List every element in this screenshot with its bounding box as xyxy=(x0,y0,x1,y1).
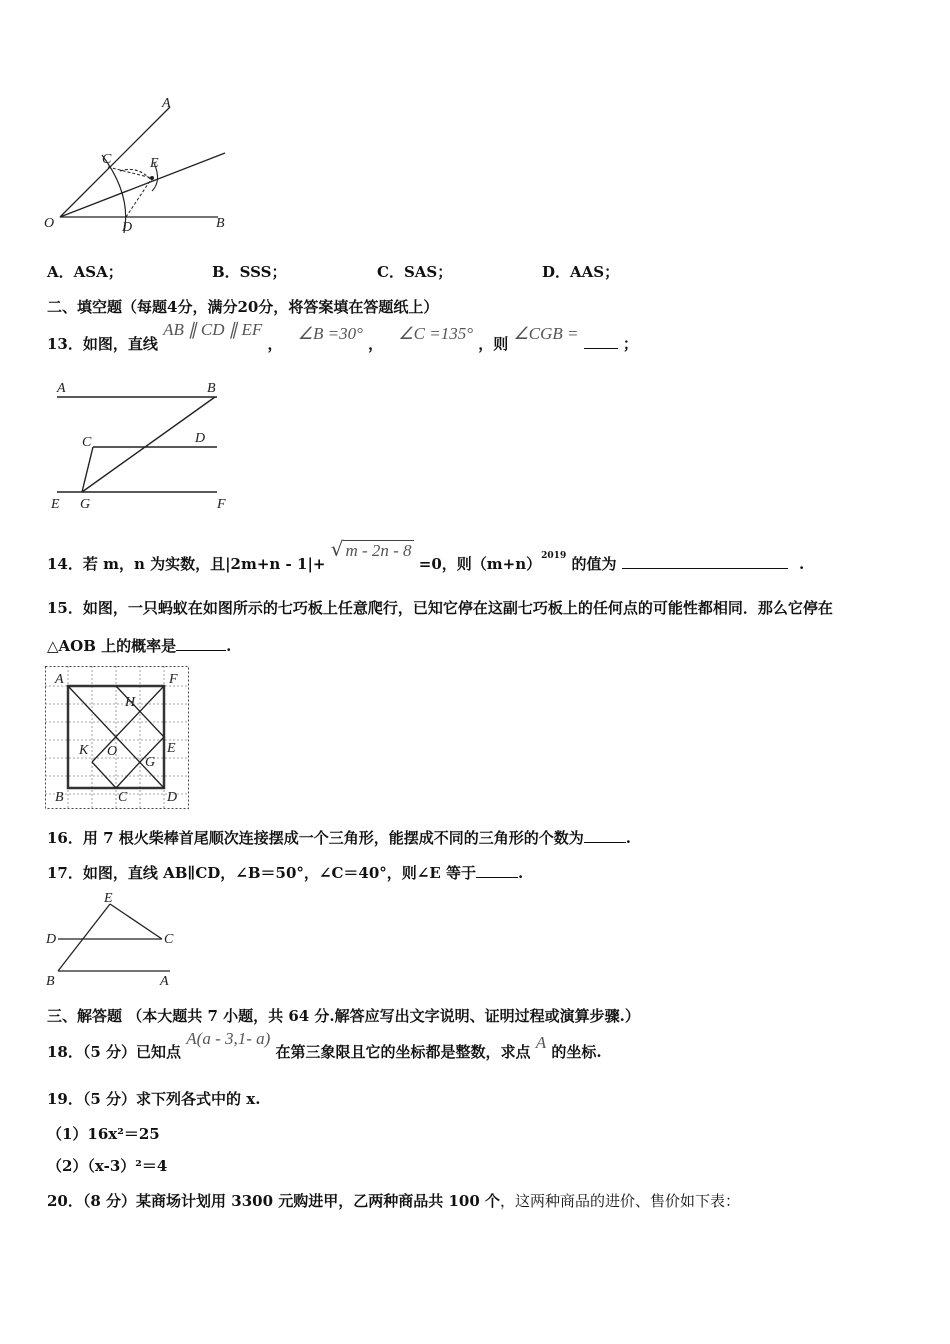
q13-prefix: 13．如图，直线 xyxy=(47,335,158,353)
q14-suffix: 的值为 xyxy=(571,555,617,573)
q13-angle-c: ∠C =135° xyxy=(398,324,473,343)
q14-end: . xyxy=(798,555,805,573)
label-F: F xyxy=(169,672,178,687)
label-G: G xyxy=(145,755,156,770)
q15-end: . xyxy=(226,637,232,655)
angle-construction-figure xyxy=(40,95,240,240)
option-b[interactable]: B．SSS； xyxy=(212,263,287,281)
q18-point-a: A xyxy=(535,1033,547,1052)
label-H: H xyxy=(125,695,136,710)
label-D: D xyxy=(122,220,133,235)
label-G: G xyxy=(80,497,91,512)
label-F: F xyxy=(217,497,226,512)
label-K: K xyxy=(79,743,89,758)
q18-point: A(a - 3,1- a) xyxy=(186,1029,271,1048)
q15-answer-blank[interactable] xyxy=(176,638,226,651)
label-A: A xyxy=(160,974,169,989)
q13-angle-b: ∠B =30° xyxy=(297,324,363,343)
q14-mid: =0，则（m+n） xyxy=(418,555,542,573)
q20-bold: 20．（8 分）某商场计划用 3300 元购进甲，乙两种商品共 100 个 xyxy=(47,1192,500,1210)
q18-mid: 在第三象限且它的坐标都是整数，求点 xyxy=(275,1043,531,1061)
ray-OE xyxy=(60,153,225,217)
label-A: A xyxy=(55,672,64,687)
q17-answer-blank[interactable] xyxy=(476,865,518,878)
q18-suffix: 的坐标. xyxy=(551,1043,602,1061)
option-d[interactable]: D．AAS； xyxy=(542,263,620,281)
label-O: O xyxy=(107,744,118,759)
option-a[interactable]: A．ASA； xyxy=(47,263,123,281)
label-E: E xyxy=(167,741,176,756)
segment-EC xyxy=(110,904,162,939)
question-14 xyxy=(47,537,805,573)
section-3-heading: 三、解答题 （本大题共 7 小题，共 64 分.解答应写出文字说明、证明过程或演算步骤.） xyxy=(47,1007,640,1025)
q13-end: ； xyxy=(622,335,638,353)
segment-BE xyxy=(58,904,110,971)
question-20 xyxy=(47,1190,740,1211)
section-2-heading: 二、填空题（每题4分，满分20分，将答案填在答题纸上） xyxy=(47,298,439,316)
q13-then: ，则 xyxy=(478,335,509,353)
segment-DE xyxy=(126,178,152,217)
q14-radicand: m - 2n - 8 xyxy=(345,541,412,560)
q13-parallel-lines: AB ∥ CD ∥ EF xyxy=(163,320,263,339)
label-E: E xyxy=(51,497,60,512)
segment-CE xyxy=(108,167,152,178)
question-15-line2 xyxy=(47,635,231,656)
q16-text: 16．用 7 根火柴棒首尾顺次连接摆成一个三角形，能摆成不同的三角形的个数为 xyxy=(47,829,584,847)
q17-end: . xyxy=(518,864,524,882)
label-C: C xyxy=(82,435,92,450)
parallel-lines-figure-17 xyxy=(44,890,184,990)
q14-prefix: 14．若 m，n 为实数，且|2m+n - 1|+ xyxy=(47,555,326,573)
q13-sep1: ， xyxy=(267,335,283,353)
label-C: C xyxy=(118,790,128,805)
label-B: B xyxy=(216,216,225,231)
q13-angle-cgb: ∠CGB = xyxy=(513,324,579,343)
q13-sep2: ， xyxy=(368,335,384,353)
question-16 xyxy=(47,827,631,848)
q14-exponent: 2019 xyxy=(541,551,567,561)
label-B: B xyxy=(55,790,64,805)
label-E: E xyxy=(104,891,113,906)
question-13 xyxy=(47,319,638,353)
q16-answer-blank[interactable] xyxy=(584,830,626,843)
q20-normal: ，这两种商品的进价、售价如下表： xyxy=(499,1192,740,1210)
label-D: D xyxy=(46,932,57,947)
q13-answer-blank[interactable] xyxy=(584,336,618,349)
q14-answer-blank[interactable] xyxy=(622,556,788,569)
question-18 xyxy=(47,1028,602,1061)
parallel-lines-figure-13 xyxy=(45,378,235,513)
label-A: A xyxy=(162,96,171,111)
q18-prefix: 18．（5 分）已知点 xyxy=(47,1043,182,1061)
label-B: B xyxy=(207,381,216,396)
segment-GC xyxy=(116,762,140,788)
q16-end: . xyxy=(625,829,631,847)
option-c[interactable]: C．SAS； xyxy=(377,263,453,281)
label-D: D xyxy=(167,790,178,805)
question-15-line1: 15．如图，一只蚂蚁在如图所示的七巧板上任意爬行，已知它停在这副七巧板上的任何点的可能性都相同．那么它停在 xyxy=(47,599,833,617)
label-B: B xyxy=(46,974,55,989)
question-17 xyxy=(47,862,523,883)
question-19-part2: （2）（x-3）²＝4 xyxy=(47,1157,168,1175)
label-A: A xyxy=(57,381,66,396)
label-E: E xyxy=(150,156,159,171)
q17-text: 17．如图，直线 AB∥CD，∠B＝50°，∠C＝40°，则∠E 等于 xyxy=(47,864,477,882)
label-D: D xyxy=(195,431,206,446)
question-19: 19．（5 分）求下列各式中的 x. xyxy=(47,1090,261,1108)
label-C: C xyxy=(164,932,174,947)
tangram-figure-15 xyxy=(45,666,190,810)
q15-text: △AOB 上的概率是 xyxy=(47,637,177,655)
segment-KC xyxy=(92,762,116,788)
question-19-part1: （1）16x²＝25 xyxy=(47,1125,160,1143)
q14-sqrt: √ m - 2n - 8 xyxy=(330,537,412,561)
point-E xyxy=(150,176,154,180)
label-C: C xyxy=(102,152,112,167)
label-O: O xyxy=(44,216,55,231)
